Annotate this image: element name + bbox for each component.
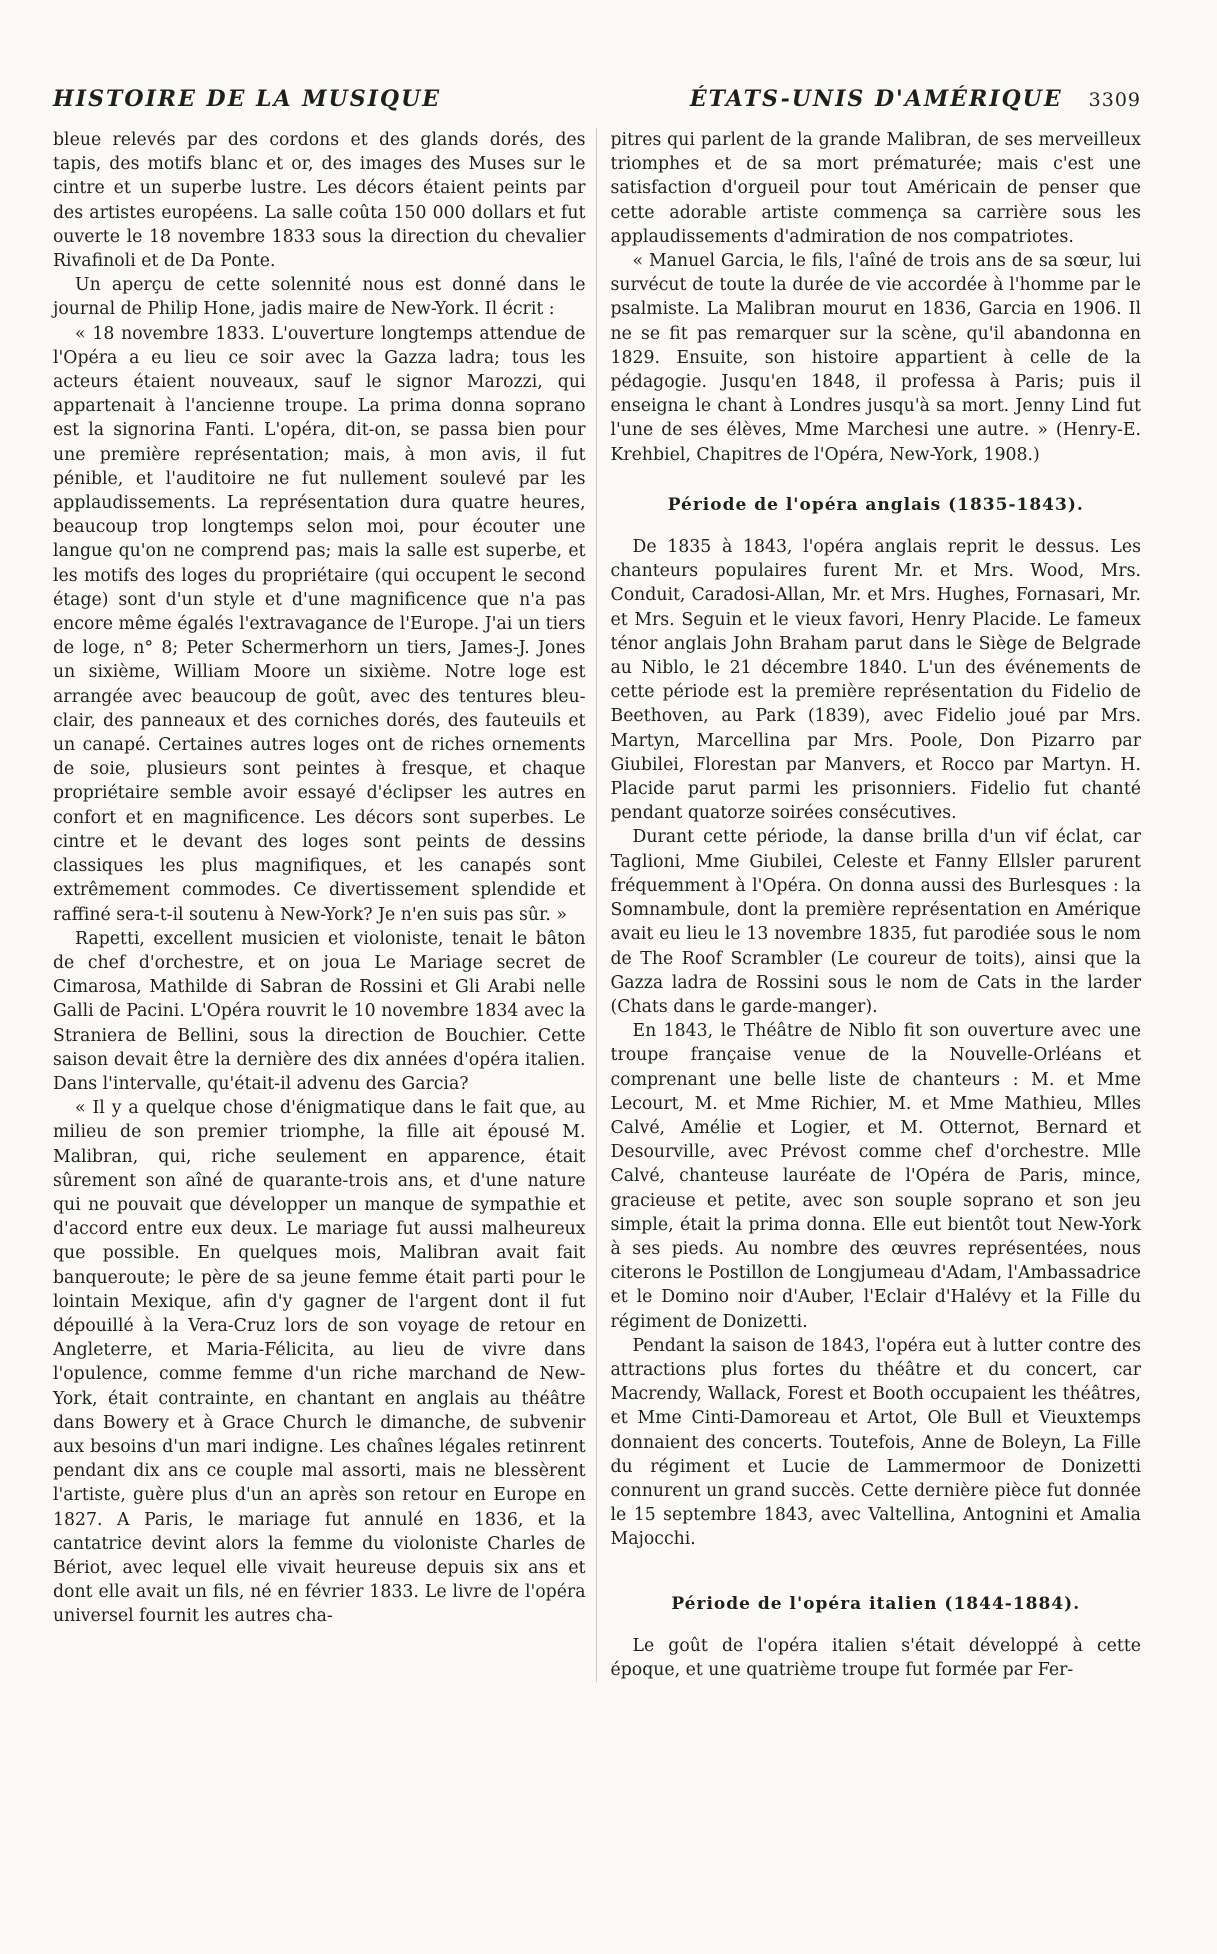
paragraph: Un aperçu de cette solennité nous est donné dans le journal de Philip Hone, jadis maire de New-York. Il écrit : xyxy=(53,275,586,320)
quote-paragraph: « 18 novembre 1833. L'ouverture longtemps attendue de l'Opéra a eu lieu ce soir avec la Gazza ladra; tous les acteurs étaient nouveaux, sauf le signor Marozzi, qui appartenait à l'ancienne troupe. La prima donna soprano est la signorina Fanti. L'opéra, dit-on, se passa bien pour une première représentation; mais, à mon avis, il fut pénible, et l'auditoire ne fut nullement soulevé par les applaudissements. La représentation dura quatre heures, beaucoup trop longtemps selon moi, pour écouter une langue qu'on ne comprend pas; mais la salle est superbe, et les motifs des loges du propriétaire (qui occupent le second étage) sont d'un style et d'une magnificence que n'a pas encore même égalés l'extravagance de l'Europe. J'ai un tiers de loge, n° 8; Peter Schermerhorn un tiers, James-J. Jones un sixième, William Moore un sixième. Notre loge est arrangée avec beaucoup de goût, avec des tentures bleu-clair, des panneaux et des corniches dorés, des fauteuils et un canapé. Certaines autres loges ont de riches ornements de soie, plusieurs sont peintes à fresque, et chaque propriétaire semble avoir essayé d'éclipser les autres en confort et en magnificence. Les décors sont superbes. Le cintre et le devant des loges sont peints de dessins classiques les plus magnifiques, et les canapés sont extrêmement commodes. Ce divertissement splendide et raffiné sera-t-il soutenu à New-York? Je n'en suis pas sûr. » xyxy=(53,323,586,925)
paragraph: pitres qui parlent de la grande Malibran, de ses merveilleux triomphes et de sa mort prématurée; mais c'est une satisfaction d'orgueil pour tout Américain de penser que cette adorable artiste commença sa carrière sous les applaudissements d'admiration de nos compatriotes. xyxy=(610,130,1141,247)
section-heading-italian-opera: Période de l'opéra italien (1844-1884). xyxy=(671,1593,1081,1614)
paragraph: De 1835 à 1843, l'opéra anglais reprit le dessus. Les chanteurs populaires furent Mr. et Mrs. Wood, Mrs. Conduit, Caradosi-Allan, Mr. et Mrs. Hughes, Fornasari, Mr. et Mrs. Seguin et le vieux favori, Henry Placide. Le fameux ténor anglais John Braham parut dans le Siège de Belgrade au Niblo, le 21 décembre 1840. L'un des événements de cette période est la première représentation du Fidelio de Beethoven, au Park (1839), avec Fidelio joué par Mrs. Martyn, Marcellina par Mrs. Poole, Don Pizarro par Giubilei, Florestan par Manvers, et Rocco par Martyn. H. Placide parut parmi les prisonniers. Fidelio fut chanté pendant quatorze soirées consécutives. xyxy=(610,537,1141,824)
quote-paragraph: « Manuel Garcia, le fils, l'aîné de trois ans de sa sœur, lui survécut de toute la durée de vie accordée à l'homme par le psalmiste. La Malibran mourut en 1836, Garcia en 1906. Il ne se fit pas remarquer sur la scène, qu'il abandonna en 1829. Ensuite, son histoire appartient à celle de la pédagogie. Jusqu'en 1848, il professa à Paris; puis il enseigna le chant à Londres jusqu'à sa mort. Jenny Lind fut l'une de ses élèves, Mme Marchesi une autre. » (Henry-E. Krehbiel, Chapitres de l'Opéra, New-York, 1908.) xyxy=(610,251,1141,465)
text-columns xyxy=(53,128,1141,1682)
paragraph: bleue relevés par des cordons et des glands dorés, des tapis, des motifs blanc et or, des images des Muses sur le cintre et un superbe lustre. Les décors étaient peints par des artistes européens. La salle coûta 150 000 dollars et fut ouverte le 18 novembre 1833 sous la direction du chevalier Rivafinoli et de Da Ponte. xyxy=(53,130,586,272)
paragraph: Le goût de l'opéra italien s'était développé à cette époque, et une quatrième troupe fut formée par Fer- xyxy=(610,1635,1141,1680)
header-right-title: ÉTATS-UNIS D'AMÉRIQUE xyxy=(689,86,1063,112)
section-heading-english-opera: Période de l'opéra anglais (1835-1843). xyxy=(667,494,1084,515)
page-number: 3309 xyxy=(1088,89,1141,111)
running-header xyxy=(53,86,1141,114)
paragraph: En 1843, le Théâtre de Niblo fit son ouverture avec une troupe française venue de la Nouvelle-Orléans et comprenant une belle liste de chanteurs : M. et Mme Lecourt, M. et Mme Richier, M. et Mme Mathieu, Mlles Calvé, Amélie et Logier, et M. Otternot, Bernard et Desourville, avec Prévost comme chef d'orchestre. Mlle Calvé, chanteuse lauréate de l'Opéra de Paris, mince, gracieuse et petite, avec son souple soprano et son jeu simple, était la prima donna. Elle eut bientôt tout New-York à ses pieds. Au nombre des œuvres représentées, nous citerons le Postillon de Longjumeau d'Adam, l'Ambassadrice et le Domino noir d'Auber, l'Eclair d'Halévy et la Fille du régiment de Donizetti. xyxy=(610,1021,1141,1332)
left-column xyxy=(53,128,586,1682)
quote-paragraph: « Il y a quelque chose d'énigmatique dans le fait que, au milieu de son premier triomphe, la fille ait épousé M. Malibran, qui, riche seulement en apparence, était sûrement son aîné de quarante-trois ans, et d'une nature qui ne pouvait que développer un manque de sympathie et d'accord entre eux deux. Le mariage fut aussi malheureux que possible. En quelques mois, Malibran avait fait banqueroute; le père de sa jeune femme était parti pour le lointain Mexique, afin d'y gagner de l'argent dont il fut dépouillé à la Vera-Cruz lors de son voyage de retour en Angleterre, et Maria-Félicita, au lieu de vivre dans l'opulence, comme femme d'un riche marchand de New-York, était contrainte, en chantant en anglais au théâtre dans Bowery et à Grace Church le dimanche, de subvenir aux besoins d'un mari indigne. Les chaînes légales retinrent pendant dix ans ce couple mal assorti, mais ne blessèrent l'artiste, guère plus d'un an après son retour en Europe en 1827. A Paris, le mariage fut annulé en 1836, et la cantatrice devint alors la femme du violoniste Charles de Bériot, avec lequel elle vivait heureuse depuis six ans et dont elle avait un fils, né en février 1833. Le livre de l'opéra universel fournit les autres cha- xyxy=(53,1098,586,1627)
right-column xyxy=(596,128,1142,1682)
paragraph: Durant cette période, la danse brilla d'un vif éclat, car Taglioni, Mme Giubilei, Celeste et Fanny Ellsler parurent fréquemment à l'Opéra. On donna aussi des Burlesques : la Somnambule, dont la première représentation en Amérique avait eu lieu le 13 novembre 1835, fut parodiée sous le nom de The Roof Scrambler (Le coureur de toits), ainsi que la Gazza ladra de Rossini sous le nom de Cats in the larder (Chats dans le garde-manger). xyxy=(610,827,1141,1017)
paragraph: Rapetti, excellent musicien et violoniste, tenait le bâton de chef d'orchestre, et on joua Le Mariage secret de Cimarosa, Mathilde di Sabran de Rossini et Gli Arabi nelle Galli de Pacini. L'Opéra rouvrit le 10 novembre 1834 avec la Straniera de Bellini, sous la direction de Bouchier. Cette saison devait être la dernière des dix années d'opéra italien. Dans l'intervalle, qu'était-il advenu des Garcia? xyxy=(53,928,586,1094)
header-left-title: HISTOIRE DE LA MUSIQUE xyxy=(53,86,442,112)
header-right xyxy=(690,86,1141,112)
paragraph: Pendant la saison de 1843, l'opéra eut à lutter contre des attractions plus fortes du théâtre et du concert, car Macrendy, Wallack, Forest et Booth occupaient les théâtres, et Mme Cinti-Damoreau et Artot, Ole Bull et Vieuxtemps donnaient des concerts. Toutefois, Anne de Boleyn, La Fille du régiment et Lucie de Lammermoor de Donizetti connurent un grand succès. Cette dernière pièce fut donnée le 15 septembre 1843, avec Valtellina, Antognini et Amalia Majocchi. xyxy=(610,1335,1141,1550)
